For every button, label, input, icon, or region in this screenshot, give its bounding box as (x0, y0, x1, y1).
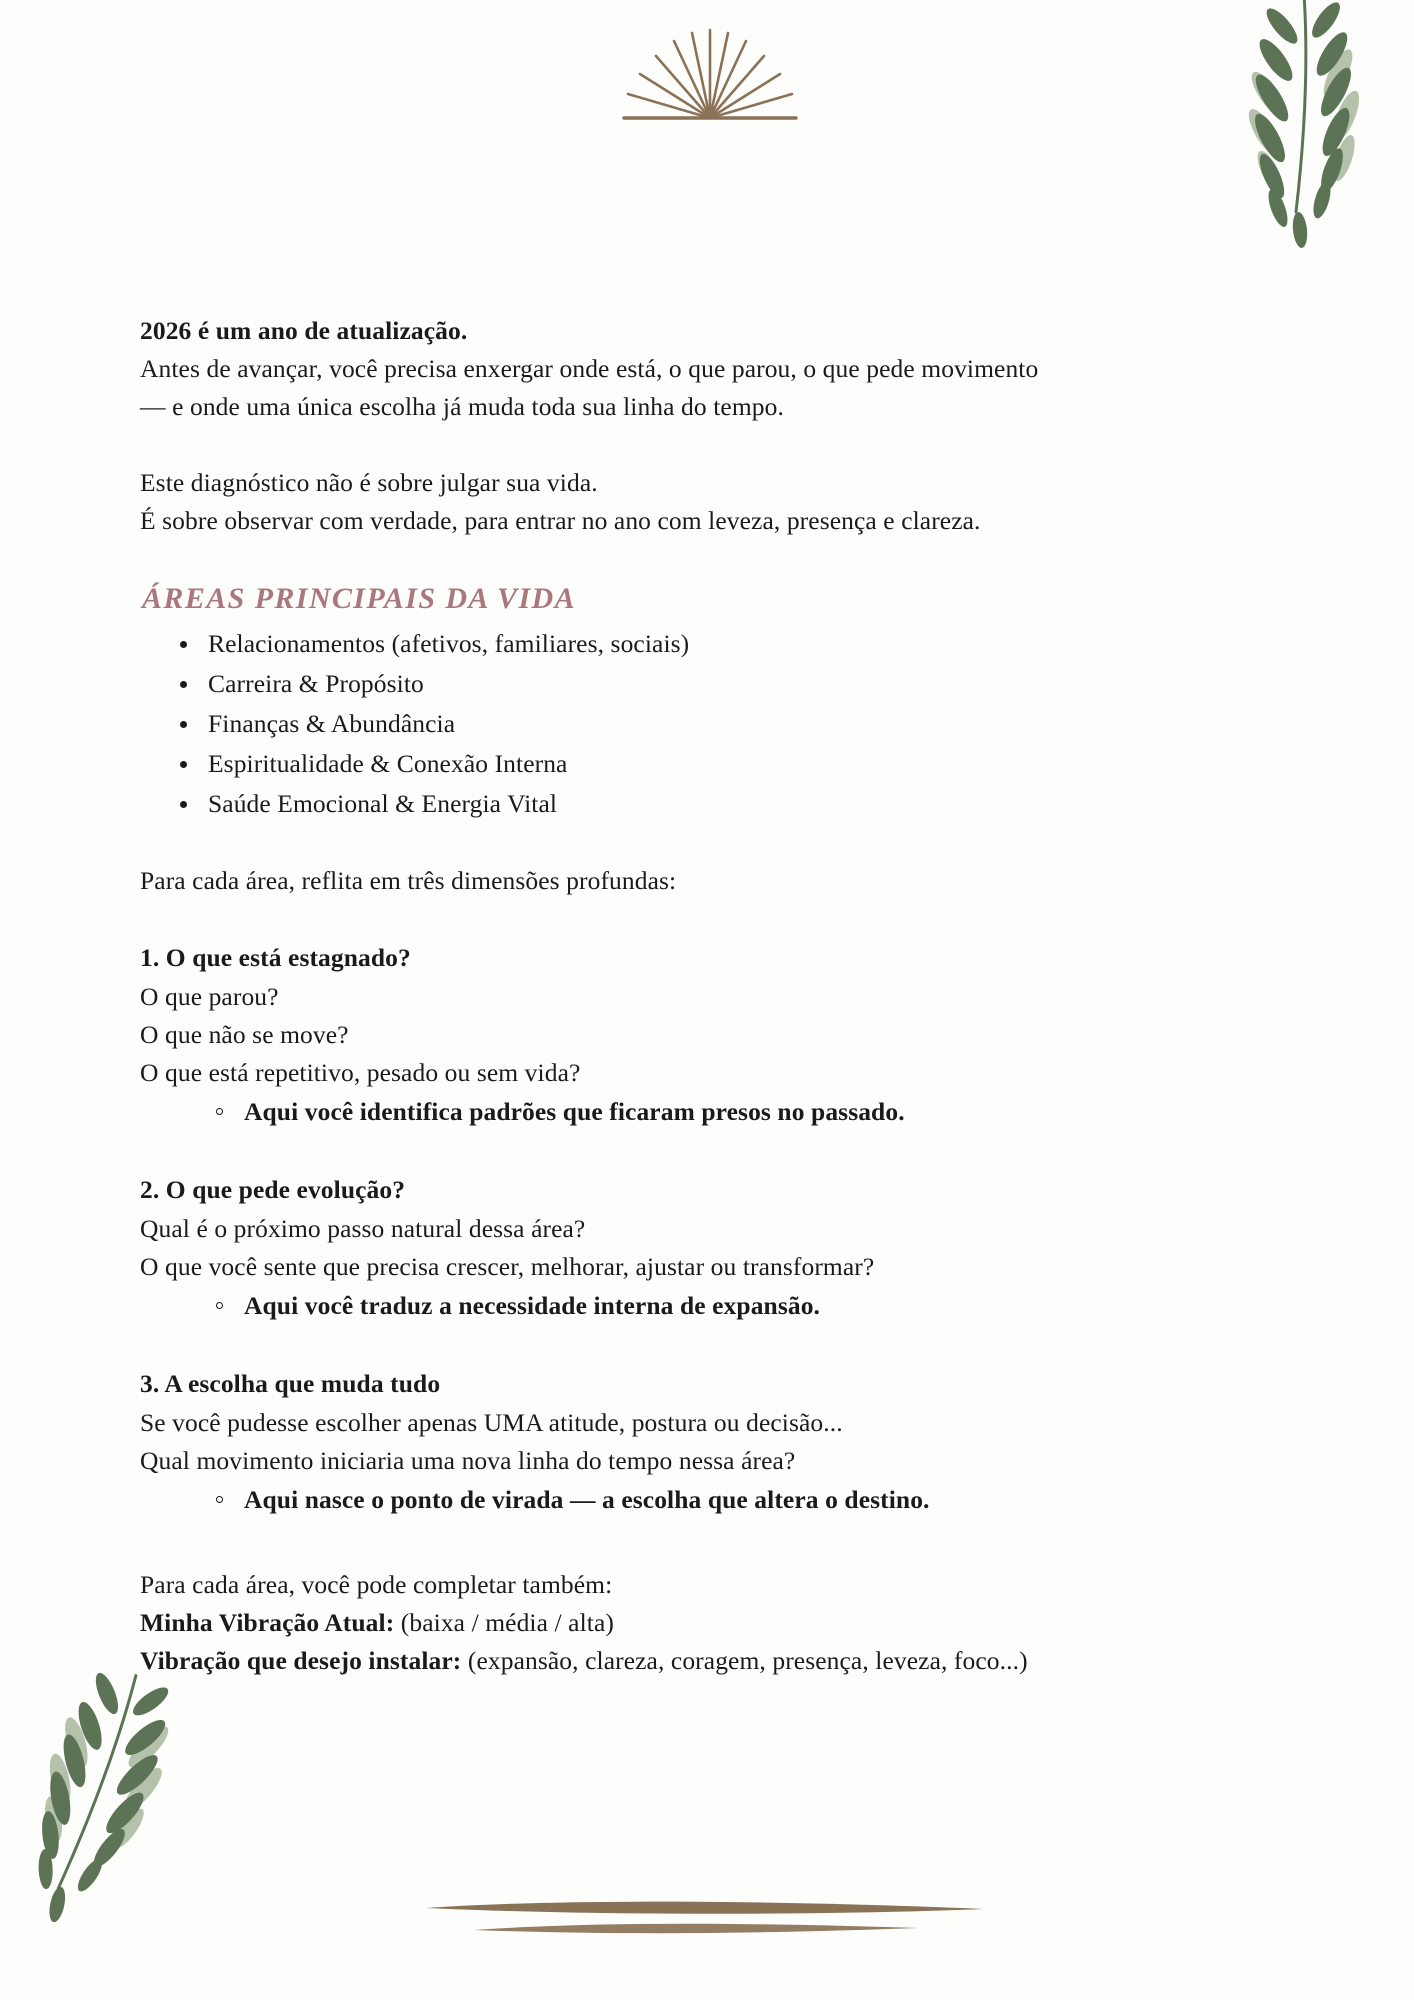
closing-block (140, 1566, 1290, 1680)
dimension-question: O que está repetitivo, pesado ou sem vida? (140, 1058, 581, 1087)
list-item: Aqui você traduz a necessidade interna de expansão. (212, 1286, 1290, 1326)
dimension-heading: 2. O que pede evolução? (140, 1175, 406, 1204)
field-value: (expansão, clareza, coragem, presença, leveza, foco...) (467, 1646, 1028, 1675)
document-body (140, 312, 1290, 1680)
purpose-block (140, 464, 1290, 540)
list-item: Carreira & Propósito (174, 664, 1290, 704)
list-item: Aqui nasce o ponto de virada — a escolha que altera o destino. (212, 1480, 1290, 1520)
list-item: Saúde Emocional & Energia Vital (174, 784, 1290, 824)
dimension-insight-list (140, 1286, 1290, 1326)
spacer (140, 1132, 1290, 1170)
list-item: Aqui você identifica padrões que ficaram presos no passado. (212, 1092, 1290, 1132)
dimension-question: Qual movimento iniciaria uma nova linha do tempo nessa área? (140, 1446, 796, 1475)
field-value: (baixa / média / alta) (400, 1608, 614, 1637)
spacer (140, 1520, 1290, 1566)
closing-intro: Para cada área, você pode completar também: (140, 1570, 613, 1599)
dimension-block-3 (140, 1364, 1290, 1520)
dimension-block-2 (140, 1170, 1290, 1326)
dimension-question: O que parou? (140, 982, 279, 1011)
list-item: Relacionamentos (afetivos, familiares, sociais) (174, 624, 1290, 664)
field-label: Vibração que desejo instalar: (140, 1646, 462, 1675)
sunburst-icon (600, 18, 820, 128)
closing-field-1 (140, 1604, 1290, 1642)
dimension-heading: 1. O que está estagnado? (140, 943, 411, 972)
dimension-insight-list (140, 1092, 1290, 1132)
purpose-line-1: Este diagnóstico não é sobre julgar sua vida. (140, 468, 598, 497)
list-item: Finanças & Abundância (174, 704, 1290, 744)
areas-list (140, 624, 1290, 824)
brush-divider-icon (418, 1894, 1008, 1942)
purpose-line-2: É sobre observar com verdade, para entrar no ano com leveza, presença e clareza. (140, 506, 981, 535)
intro-line-1: Antes de avançar, você precisa enxergar onde está, o que parou, o que pede movimento (140, 354, 1039, 383)
closing-field-2 (140, 1642, 1290, 1680)
intro-headline: 2026 é um ano de atualização. (140, 316, 468, 345)
areas-heading: ÁREAS PRINCIPAIS DA VIDA (142, 582, 577, 615)
field-label: Minha Vibração Atual: (140, 1608, 395, 1637)
intro-line-2: — e onde uma única escolha já muda toda sua linha do tempo. (140, 392, 784, 421)
dimension-heading: 3. A escolha que muda tudo (140, 1369, 441, 1398)
spacer (140, 540, 1290, 578)
spacer (140, 1326, 1290, 1364)
dimension-question: O que não se move? (140, 1020, 349, 1049)
dimensions-intro: Para cada área, reflita em três dimensões profundas: (140, 866, 677, 895)
list-item: Espiritualidade & Conexão Interna (174, 744, 1290, 784)
dimension-insight-list (140, 1480, 1290, 1520)
olive-branch-icon (1226, 0, 1396, 286)
intro-block (140, 312, 1290, 426)
areas-section (140, 578, 1290, 824)
olive-branch-icon (0, 1654, 186, 1954)
dimension-question: O que você sente que precisa crescer, melhorar, ajustar ou transformar? (140, 1252, 875, 1281)
spacer (140, 426, 1290, 464)
dimension-question: Se você pudesse escolher apenas UMA atitude, postura ou decisão... (140, 1408, 843, 1437)
dimension-question: Qual é o próximo passo natural dessa área? (140, 1214, 586, 1243)
spacer (140, 900, 1290, 938)
dimension-block-1 (140, 938, 1290, 1132)
spacer (140, 824, 1290, 862)
